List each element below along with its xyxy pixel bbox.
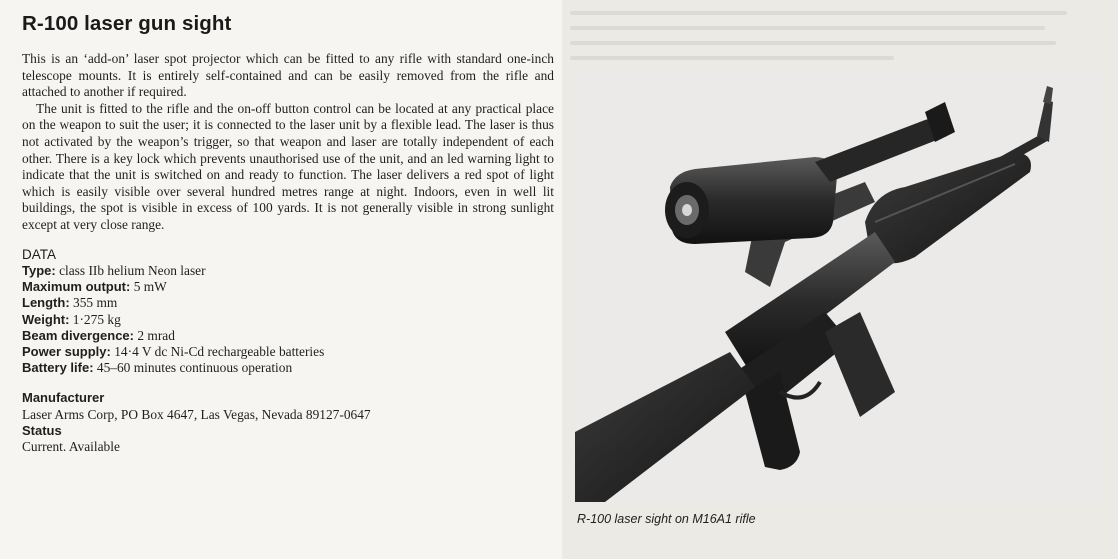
data-row-battery-life: Battery life: 45–60 minutes continuous operation xyxy=(22,360,293,376)
data-row-weight: Weight: 1·275 kg xyxy=(22,311,121,327)
data-section xyxy=(22,247,554,377)
rifle-photo xyxy=(575,72,1101,502)
article-column xyxy=(22,12,554,455)
paragraph-2: The unit is fitted to the rifle and the on-off button control can be located at any practical place on the weapon to suit the user; it is connected to the laser unit by a flexible lead. The laser is thus not activated by the weapon’s trigger, so that weapon and laser are totally independent of each other. There is a key lock which prevents unauthorised use of the unit, and an led warning light to indicate that the unit is switched on and ready to function. The laser delivers a red spot of light which is easily visible over several hundred metres range at night. Indoors, even in well lit buildings, the spot is visible in excess of 100 yards. It is not generally visible in strong sunlight except at very close range. xyxy=(22,100,554,232)
article-body xyxy=(22,51,554,234)
paragraph-1: This is an ‘add-on’ laser spot projector which can be fitted to any rifle with standard one-inch telescope mounts. It is entirely self-contained and can be easily removed from the rifle and attached to another if required. xyxy=(22,51,554,100)
manufacturer-section xyxy=(22,390,554,455)
status-heading: Status xyxy=(22,422,62,438)
show-through-text xyxy=(570,0,1110,71)
manufacturer-heading: Manufacturer xyxy=(22,390,105,406)
data-row-type: Type: class IIb helium Neon laser xyxy=(22,263,206,279)
data-row-beam-divergence: Beam divergence: 2 mrad xyxy=(22,327,175,343)
data-row-power-supply: Power supply: 14·4 V dc Ni-Cd rechargeable batteries xyxy=(22,344,325,360)
status-value: Current. Available xyxy=(22,439,120,455)
data-heading: DATA xyxy=(22,246,57,262)
manufacturer-value: Laser Arms Corp, PO Box 4647, Las Vegas, Nevada 89127-0647 xyxy=(22,406,371,422)
data-row-maximum-output: Maximum output: 5 mW xyxy=(22,279,167,295)
data-row-length: Length: 355 mm xyxy=(22,295,118,311)
figure-caption: R-100 laser sight on M16A1 rifle xyxy=(577,512,756,526)
article-title: R-100 laser gun sight xyxy=(22,12,232,35)
rifle-illustration xyxy=(575,72,1101,502)
